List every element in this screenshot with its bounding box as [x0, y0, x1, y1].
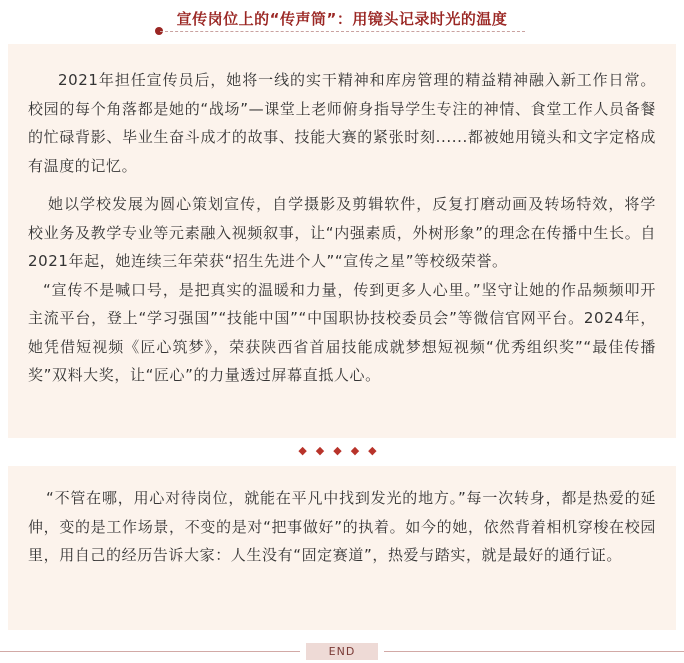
paragraph-3: “宣传不是喊口号，是把真实的温暖和力量，传到更多人心里。”坚守让她的作品频频叩开主流平台，登上“学习强国”“技能中国”“中国职协技校委员会”等微信官网平台。2024年，她凭借短视频《匠心筑梦》，荣获陕西省首届技能成就梦想短视频“优秀组织奖”“最佳传播奖”双料大奖，让“匠心”的力量透过屏幕直抵人心。	[28, 280, 656, 384]
paragraph-4: “不管在哪，用心对待岗位，就能在平凡中找到发光的地方。”每一次转身，都是热爱的延伸，变的是工作场景，不变的是对“把事做好”的执着。如今的她，依然背着相机穿梭在校园里，用自己的经历告诉大家：人生没有“固定赛道”，热爱与踏实，就是最好的通行证。	[28, 489, 656, 564]
diamond-divider: ◆◆◆◆◆	[298, 444, 386, 457]
end-line-left	[0, 651, 300, 652]
paragraph-1: 2021年担任宣传员后，她将一线的实干精神和库房管理的精益精神融入新工作日常。校园的每个角落都是她的“战场”—课堂上老师俯身指导学生专注的神情、食堂工作人员备餐的忙碌背影、毕业生奋斗成才的故事、技能大赛的紧张时刻......都被她用镜头和文字定格成有温度的记忆。	[28, 71, 656, 175]
section-title: 宣传岗位上的“传声筒”：用镜头记录时光的温度	[176, 10, 508, 28]
end-marker	[0, 640, 684, 663]
end-line-right	[384, 651, 684, 652]
end-badge: END	[306, 643, 378, 660]
article-header	[0, 0, 684, 44]
content-panel-1	[8, 44, 676, 438]
paragraph-2: 她以学校发展为圆心策划宣传，自学摄影及剪辑软件，反复打磨动画及转场特效，将学校业务及教学专业等元素融入视频叙事，让“内强素质，外树形象”的理念在传播中生长。自2021年起，她连续三年荣获“招生先进个人”“宣传之星”等校级荣誉。	[28, 195, 656, 270]
title-underline	[160, 31, 525, 32]
content-panel-2	[8, 466, 676, 630]
